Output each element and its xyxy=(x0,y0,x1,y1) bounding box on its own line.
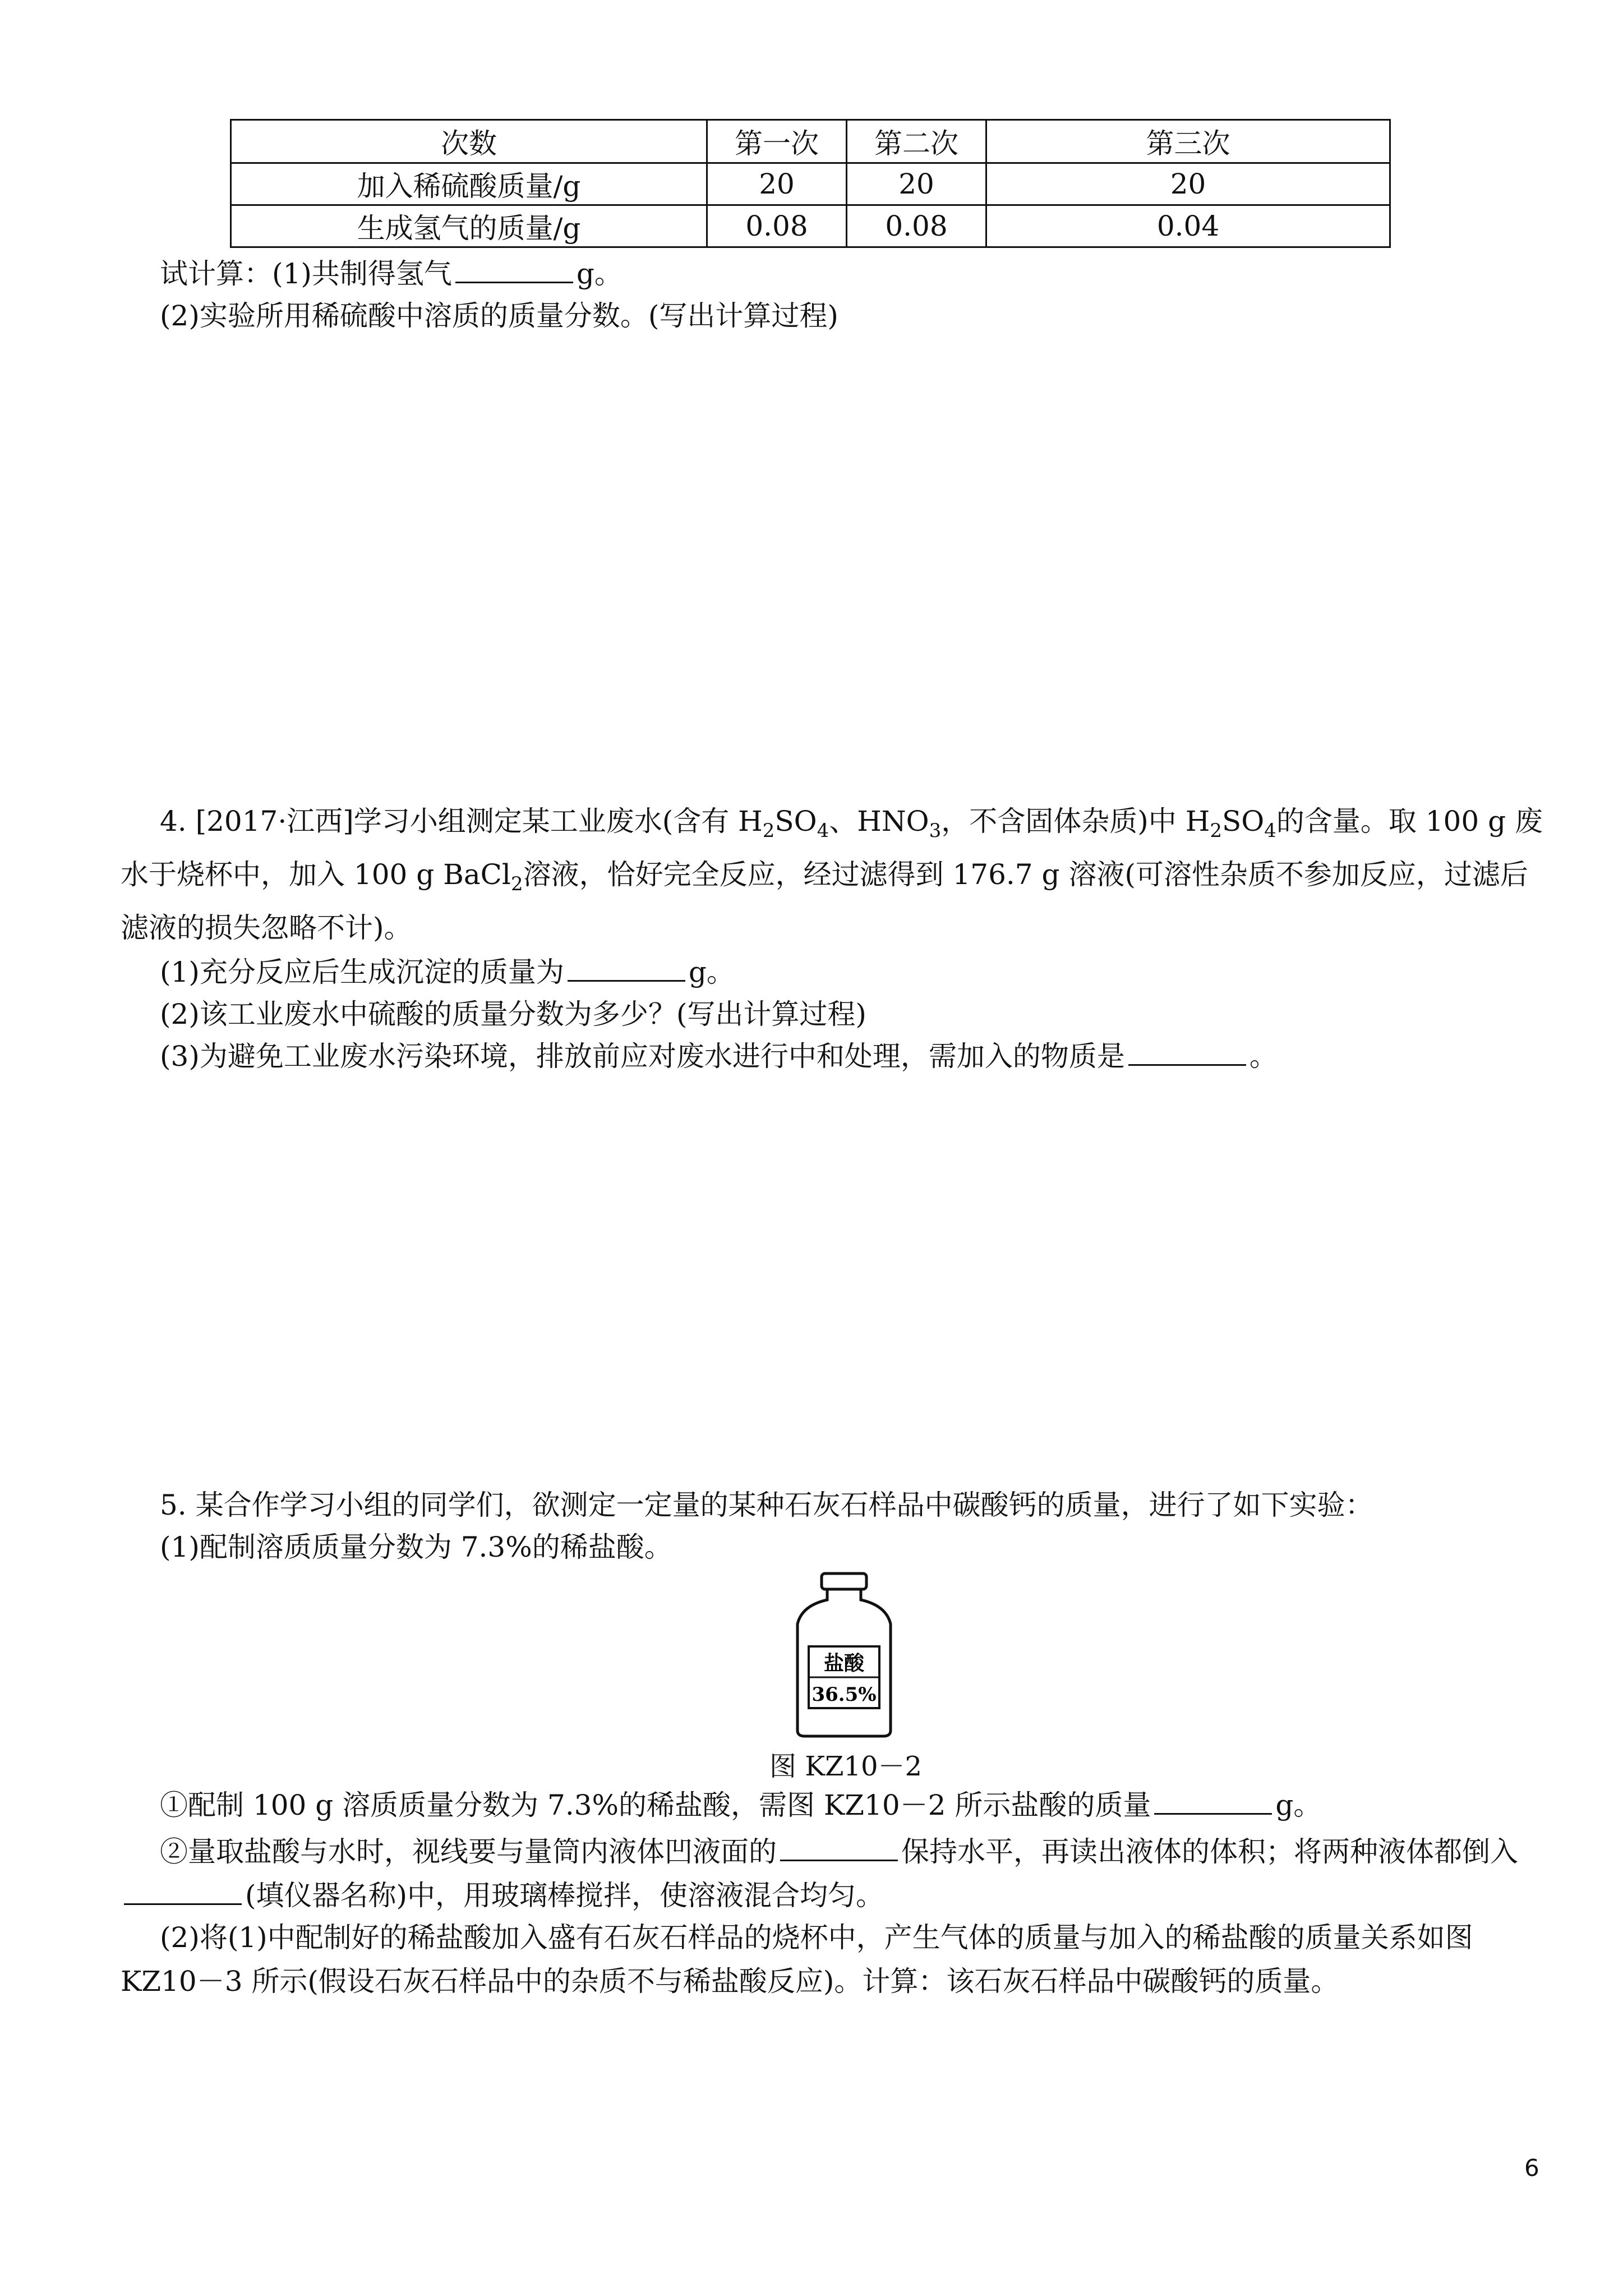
table-row xyxy=(231,205,1390,247)
q5-intro: 5. 某合作学习小组的同学们，欲测定一定量的某种石灰石样品中碳酸钙的质量，进行了如下实验： xyxy=(160,1489,1373,1521)
q5-c1-unit: g。 xyxy=(1275,1789,1322,1821)
table-header: 第三次 xyxy=(986,120,1390,163)
hydrochloric-acid-bottle-figure xyxy=(791,1571,897,1739)
table-header: 次数 xyxy=(231,120,707,163)
answer-blank[interactable] xyxy=(455,257,573,283)
table-cell: 生成氢气的质量/g xyxy=(231,205,707,247)
subscript: 4 xyxy=(817,820,829,842)
answer-blank[interactable] xyxy=(1128,1039,1246,1066)
table-cell: 20 xyxy=(986,163,1390,205)
q4-sub3 xyxy=(160,1038,1278,1075)
table-cell: 0.08 xyxy=(847,205,986,247)
q5-sub1: (1)配制溶质质量分数为 7.3%的稀盐酸。 xyxy=(160,1531,672,1563)
q5-c2-text: ②量取盐酸与水时，视线要与量筒内液体凹液面的 xyxy=(160,1835,777,1868)
q4-sub1-unit: g。 xyxy=(688,956,735,988)
answer-blank[interactable] xyxy=(780,1835,898,1861)
subscript: 3 xyxy=(929,820,942,842)
q4-sub3-text: (3)为避免工业废水污染环境，排放前应对废水进行中和处理，需加入的物质是 xyxy=(160,1040,1125,1073)
q5-c1 xyxy=(160,1787,1321,1824)
q3-line1-text: 试计算：(1)共制得氢气 xyxy=(160,257,452,290)
q5-c2 xyxy=(121,1830,1545,1917)
results-table xyxy=(230,119,1391,248)
q3-line1 xyxy=(160,255,623,292)
q4-sub1 xyxy=(160,954,735,991)
table-cell: 20 xyxy=(707,163,847,205)
q4-sub2: (2)该工业废水中硫酸的质量分数为多少？(写出计算过程) xyxy=(160,998,866,1030)
q5-sub2: (2)将(1)中配制好的稀盐酸加入盛有石灰石样品的烧杯中，产生气体的质量与加入的稀盐酸的质量关系如图 KZ10－3 所示(假设石灰石样品中的杂质不与稀盐酸反应)。计算：该石灰石样品中碳酸钙的质量。 xyxy=(121,1921,1473,1998)
q5-c2-text: (填仪器名称)中，用玻璃棒搅拌，使溶液混合均匀。 xyxy=(245,1879,884,1912)
q5-c2-text: 保持水平，再读出液体的体积；将两种液体都倒入 xyxy=(901,1835,1518,1868)
table-header: 第一次 xyxy=(707,120,847,163)
bottle-label-concentration: 36.5% xyxy=(811,1683,877,1706)
subscript: 2 xyxy=(510,873,523,895)
answer-blank[interactable] xyxy=(1154,1788,1272,1815)
subscript: 2 xyxy=(1210,820,1222,842)
q4-text: 的含量。取 100 g 废水于烧杯中，加入 100 g BaCl xyxy=(121,805,1543,891)
subscript: 2 xyxy=(762,820,775,842)
answer-blank[interactable] xyxy=(568,955,685,982)
q4-text: SO xyxy=(774,805,817,838)
page-number: 6 xyxy=(1524,2154,1539,2182)
q4-text: ，不含固体杂质)中 H xyxy=(941,805,1210,838)
table-header-row xyxy=(231,120,1390,163)
table-row xyxy=(231,163,1390,205)
subscript: 4 xyxy=(1264,820,1276,842)
table-cell: 加入稀硫酸质量/g xyxy=(231,163,707,205)
bottle-label-name: 盐酸 xyxy=(823,1652,865,1675)
table-cell: 20 xyxy=(847,163,986,205)
table-cell: 0.04 xyxy=(986,205,1390,247)
table-header: 第二次 xyxy=(847,120,986,163)
q4-text: 、HNO xyxy=(829,805,929,838)
q4-text: 溶液，恰好完全反应，经过滤得到 176.7 g 溶液(可溶性杂质不参加反应，过滤后滤液的损失忽略不计)。 xyxy=(121,858,1528,944)
q4-text: SO xyxy=(1221,805,1265,838)
q4-sub1-text: (1)充分反应后生成沉淀的质量为 xyxy=(160,956,564,988)
answer-blank[interactable] xyxy=(124,1879,242,1905)
q3-line1-unit: g。 xyxy=(576,257,623,290)
q5-c1-text: ①配制 100 g 溶质质量分数为 7.3%的稀盐酸，需图 KZ10－2 所示盐酸的质量 xyxy=(160,1789,1151,1821)
q4-paragraph xyxy=(121,799,1545,950)
q4-text: 4. [2017·江西]学习小组测定某工业废水(含有 H xyxy=(160,805,763,838)
figure-caption: 图 KZ10－2 xyxy=(769,1751,923,1782)
q3-line2: (2)实验所用稀硫酸中溶质的质量分数。(写出计算过程) xyxy=(160,300,838,332)
table-cell: 0.08 xyxy=(707,205,847,247)
q4-sub3-end: 。 xyxy=(1249,1040,1278,1073)
